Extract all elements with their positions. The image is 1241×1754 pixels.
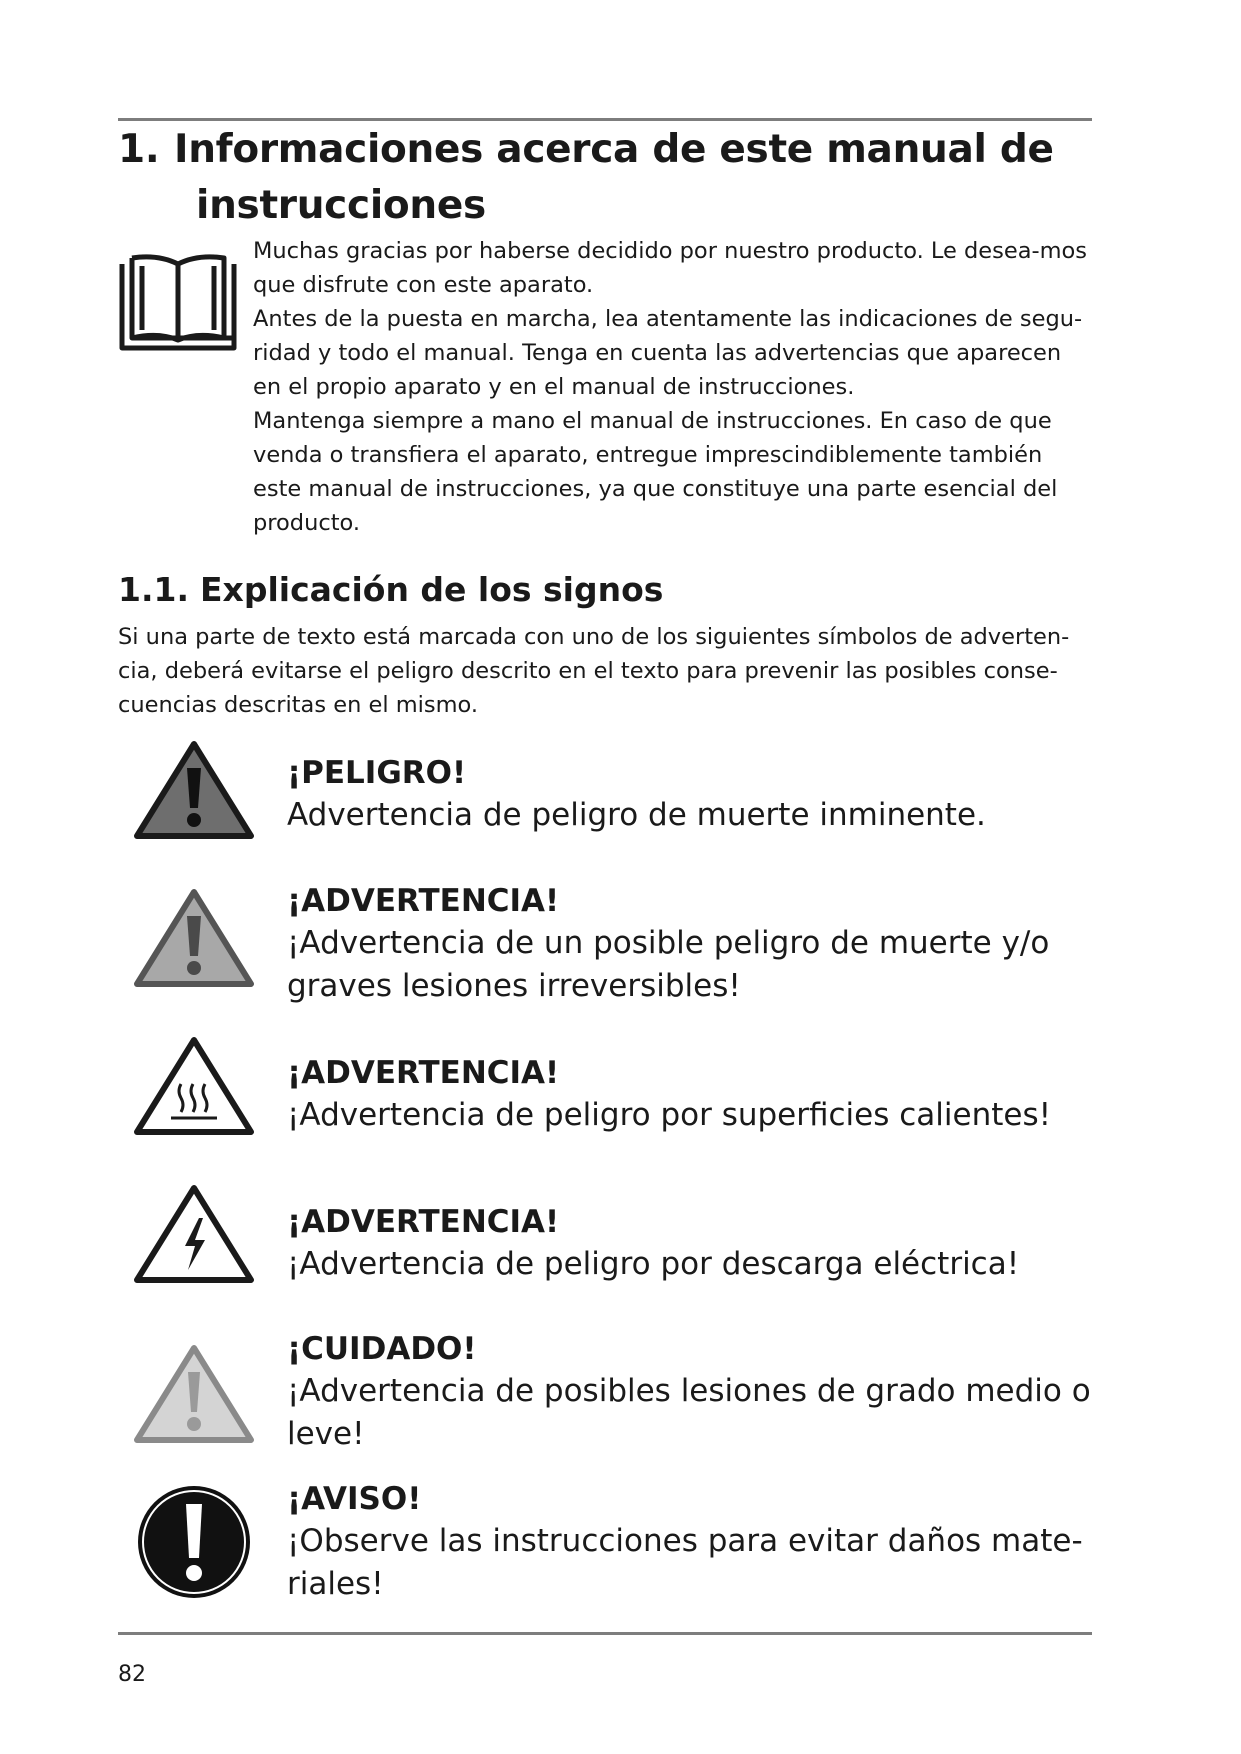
caution-triangle-icon: [133, 1344, 255, 1444]
notice-exclamation-circle-icon: [133, 1482, 255, 1602]
intro-paragraph-2: Antes de la puesta en marcha, lea atentamente las indicaciones de segu-ridad y todo el manual. Tenga en cuenta las advertencias que aparecen en el propio aparato y en el manual de instrucciones.: [253, 306, 1083, 400]
sign-entry-hot-surface: [287, 1052, 1097, 1137]
sign-description: ¡Advertencia de un posible peligro de muerte y/o graves lesiones irreversibles!: [287, 925, 1050, 1004]
top-rule: [118, 118, 1092, 121]
sign-title: ¡CUIDADO!: [287, 1331, 477, 1367]
sign-entry-caution: [287, 1328, 1097, 1456]
manual-book-icon: [118, 252, 238, 358]
sign-title: ¡ADVERTENCIA!: [287, 1204, 560, 1240]
subsection-number: 1.1.: [118, 570, 189, 609]
page-number: 82: [118, 1662, 146, 1687]
sign-description: ¡Advertencia de posibles lesiones de grado medio o leve!: [287, 1373, 1091, 1452]
subsection-title: Explicación de los signos: [200, 570, 664, 609]
sign-title: ¡AVISO!: [287, 1481, 422, 1517]
sign-description: ¡Advertencia de peligro por superficies calientes!: [287, 1097, 1052, 1133]
sign-title: ¡PELIGRO!: [287, 755, 467, 791]
sign-description: Advertencia de peligro de muerte inminente.: [287, 797, 986, 833]
sign-description: ¡Observe las instrucciones para evitar daños mate-riales!: [287, 1523, 1083, 1602]
warning-triangle-icon: [133, 888, 255, 988]
sign-description: ¡Advertencia de peligro por descarga eléctrica!: [287, 1246, 1020, 1282]
subsection-text: Si una parte de texto está marcada con uno de los siguientes símbolos de adverten-cia, deberá evitarse el peligro descrito en el texto para prevenir las posibles conse-cuencias descritas en el mismo.: [118, 624, 1070, 718]
sign-title: ¡ADVERTENCIA!: [287, 1055, 560, 1091]
intro-text: [253, 234, 1093, 540]
section-title-line1: Informaciones acerca de este manual de: [174, 127, 1054, 172]
hot-surface-triangle-icon: [133, 1036, 255, 1136]
subsection-heading: [118, 568, 663, 612]
bottom-rule: [118, 1632, 1092, 1635]
section-heading: [118, 122, 1054, 234]
sign-entry-notice: [287, 1478, 1097, 1606]
sign-entry-danger: [287, 752, 1097, 837]
section-number: 1.: [118, 127, 160, 172]
section-title-line2: instrucciones: [196, 183, 486, 228]
intro-paragraph-1: Muchas gracias por haberse decidido por nuestro producto. Le desea-mos que disfrute con este aparato.: [253, 238, 1088, 298]
danger-warning-triangle-icon: [133, 740, 255, 840]
sign-title: ¡ADVERTENCIA!: [287, 883, 560, 919]
intro-paragraph-3: Mantenga siempre a mano el manual de instrucciones. En caso de que venda o transfiera el aparato, entregue imprescindiblemente también este manual de instrucciones, ya que constituye una parte esencial del producto.: [253, 408, 1058, 536]
electric-shock-triangle-icon: [133, 1184, 255, 1284]
sign-entry-warning: [287, 880, 1097, 1008]
sign-entry-electric: [287, 1201, 1097, 1286]
